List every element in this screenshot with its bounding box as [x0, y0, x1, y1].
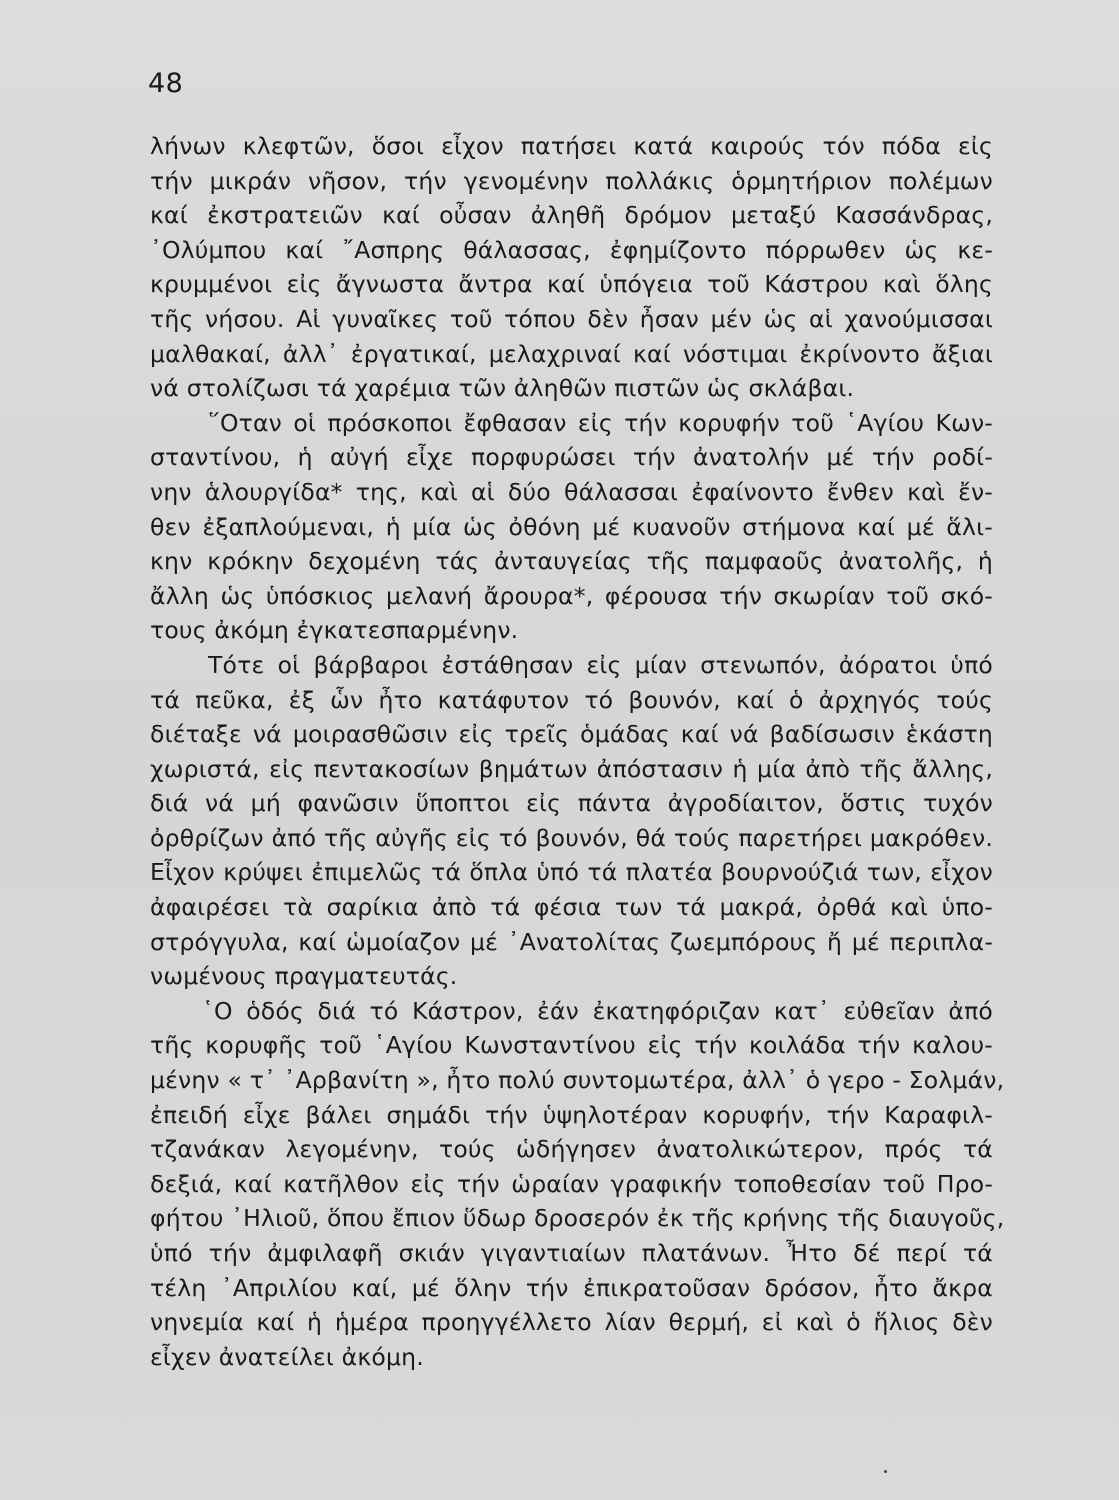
text-line: τους ἀκόμη ἐγκατεσπαρμένην.: [150, 616, 519, 645]
text-line: ᾿Ολύμπου καί ῎Ασπρης θάλασσας, ἐφημίζοντο πόρρωθεν ὡς κε-: [150, 235, 993, 264]
text-line: χωριστά, εἰς πεντακοσίων βημάτων ἀπόστασιν ἡ μία ἀπὸ τῆς ἄλλης,: [150, 754, 993, 783]
paragraph-2: [150, 406, 993, 648]
text-line: Τότε οἱ βάρβαροι ἐστάθησαν εἰς μίαν στενωπόν, ἀόρατοι ὑπό: [208, 650, 993, 679]
text-line: τά πεῦκα, ἐξ ὧν ἦτο κατάφυτον τό βουνόν, καί ὁ ἀρχηγός τούς: [150, 685, 993, 714]
text-line: ἀφαιρέσει τὰ σαρίκια ἀπὸ τά φέσια των τά μακρά, ὀρθά καὶ ὑπο-: [150, 893, 993, 922]
paragraph-1: [150, 129, 993, 406]
text-line: νωμένους πραγματευτάς.: [150, 962, 458, 991]
text-line: κην κρόκην δεχομένη τάς ἀνταυγείας τῆς παμφαοῦς ἀνατολῆς, ἡ: [150, 547, 993, 576]
text-line: λήνων κλεφτῶν, ὅσοι εἶχον πατήσει κατά καιρούς τόν πόδα εἰς: [150, 132, 993, 160]
text-line: νά στολίζωσι τά χαρέμια τῶν ἀληθῶν πιστῶν ὡς σκλάβαι.: [150, 374, 855, 403]
text-line: ῾Ο ὁδός διά τό Κάστρον, ἐάν ἐκατηφόριζαν κατ᾿ εὐθεῖαν ἀπό: [202, 996, 993, 1025]
text-line: τήν μικράν νῆσον, τήν γενομένην πολλάκις ὁρμητήριον πολέμων: [150, 166, 993, 195]
paragraph-4: [150, 994, 1005, 1375]
text-line: ὑπό τήν ἀμφιλαφῆ σκιάν γιγαντιαίων πλατάνων. Ἦτο δέ περί τά: [150, 1239, 993, 1267]
text-line: ἐπειδή εἶχε βάλει σημάδι τήν ὑψηλοτέραν κορυφήν, τήν Καραφιλ-: [150, 1100, 993, 1129]
paragraph-3: [150, 648, 993, 994]
text-line: καί ἐκστρατειῶν καί οὖσαν ἀληθῆ δρόμον μεταξύ Κασσάνδρας,: [150, 201, 993, 230]
text-line: εἶχεν ἀνατείλει ἀκόμη.: [150, 1342, 424, 1371]
text-line: κρυμμένοι εἰς ἄγνωστα ἄντρα καί ὑπόγεια τοῦ Κάστρου καὶ ὅλης: [150, 270, 993, 299]
body-text: [150, 129, 1005, 1374]
page-number: 48: [148, 68, 184, 99]
text-line: τέλη ᾿Απριλίου καί, μέ ὅλην τήν ἐπικρατοῦσαν δρόσον, ἦτο ἄκρα: [150, 1273, 993, 1302]
text-line: στρόγγυλα, καί ὡμοίαζον μέ ᾿Ανατολίτας ζωεμπόρους ἤ μέ περιπλα-: [150, 927, 993, 956]
text-line: νηνεμία καί ἡ ἡμέρα προηγγέλλετο λίαν θερμή, εἰ καὶ ὁ ἥλιος δὲν: [150, 1308, 993, 1337]
text-line: μαλθακαί, ἀλλ᾿ ἐργατικαί, μελαχριναί καί νόστιμαι ἐκρίνοντο ἄξιαι: [150, 339, 993, 368]
text-line: τῆς νήσου. Αἱ γυναῖκες τοῦ τόπου δὲν ἦσαν μέν ὡς αἱ χανούμισσαι: [150, 304, 993, 333]
text-line: ὀρθρίζων ἀπό τῆς αὐγῆς εἰς τό βουνόν, θά τούς παρετήρει μακρόθεν.: [150, 823, 993, 852]
paper-speck: [884, 1470, 887, 1473]
text-line: μένην « τ᾿ ᾿Αρβανίτη », ἦτο πολύ συντομωτέρα, ἀλλ᾿ ὁ γερο - Σολμάν,: [150, 1066, 1005, 1095]
text-line: διά νά μή φανῶσιν ὕποπτοι εἰς πάντα ἀγροδίαιτον, ὅστις τυχόν: [150, 789, 993, 818]
text-line: διέταξε νά μοιρασθῶσιν εἰς τρεῖς ὁμάδας καί νά βαδίσωσιν ἑκάστη: [150, 720, 993, 749]
text-line: τῆς κορυφῆς τοῦ ῾Αγίου Κωνσταντίνου εἰς τήν κοιλάδα τήν καλου-: [150, 1031, 993, 1060]
text-line: σταντίνου, ἡ αὐγή εἶχε πορφυρώσει τήν ἀνατολήν μέ τήν ροδί-: [150, 443, 993, 472]
text-line: θεν ἐξαπλούμεναι, ἡ μία ὡς ὀθόνη μέ κυανοῦν στήμονα καί μέ ἅλι-: [150, 512, 993, 541]
text-line: νην ἁλουργίδα* της, καὶ αἱ δύο θάλασσαι ἐφαίνοντο ἔνθεν καὶ ἔν-: [150, 477, 993, 506]
text-line: Εἶχον κρύψει ἐπιμελῶς τά ὅπλα ὑπό τά πλατέα βουρνούζιά των, εἶχον: [150, 858, 993, 887]
text-line: φήτου ᾿Ηλιοῦ, ὅπου ἔπιον ὕδωρ δροσερόν ἐκ τῆς κρήνης τῆς διαυγοῦς,: [150, 1204, 1005, 1233]
text-line: τζανάκαν λεγομένην, τούς ὡδήγησεν ἀνατολικώτερον, πρός τά: [150, 1135, 993, 1164]
text-line: ἄλλη ὡς ὑπόσκιος μελανή ἄρουρα*, φέρουσα τήν σκωρίαν τοῦ σκό-: [150, 581, 993, 610]
text-line: δεξιά, καί κατῆλθον εἰς τήν ὡραίαν γραφικήν τοποθεσίαν τοῦ Προ-: [150, 1169, 993, 1198]
text-line: ῞Οταν οἱ πρόσκοποι ἔφθασαν εἰς τήν κορυφήν τοῦ ῾Αγίου Κων-: [208, 408, 993, 437]
